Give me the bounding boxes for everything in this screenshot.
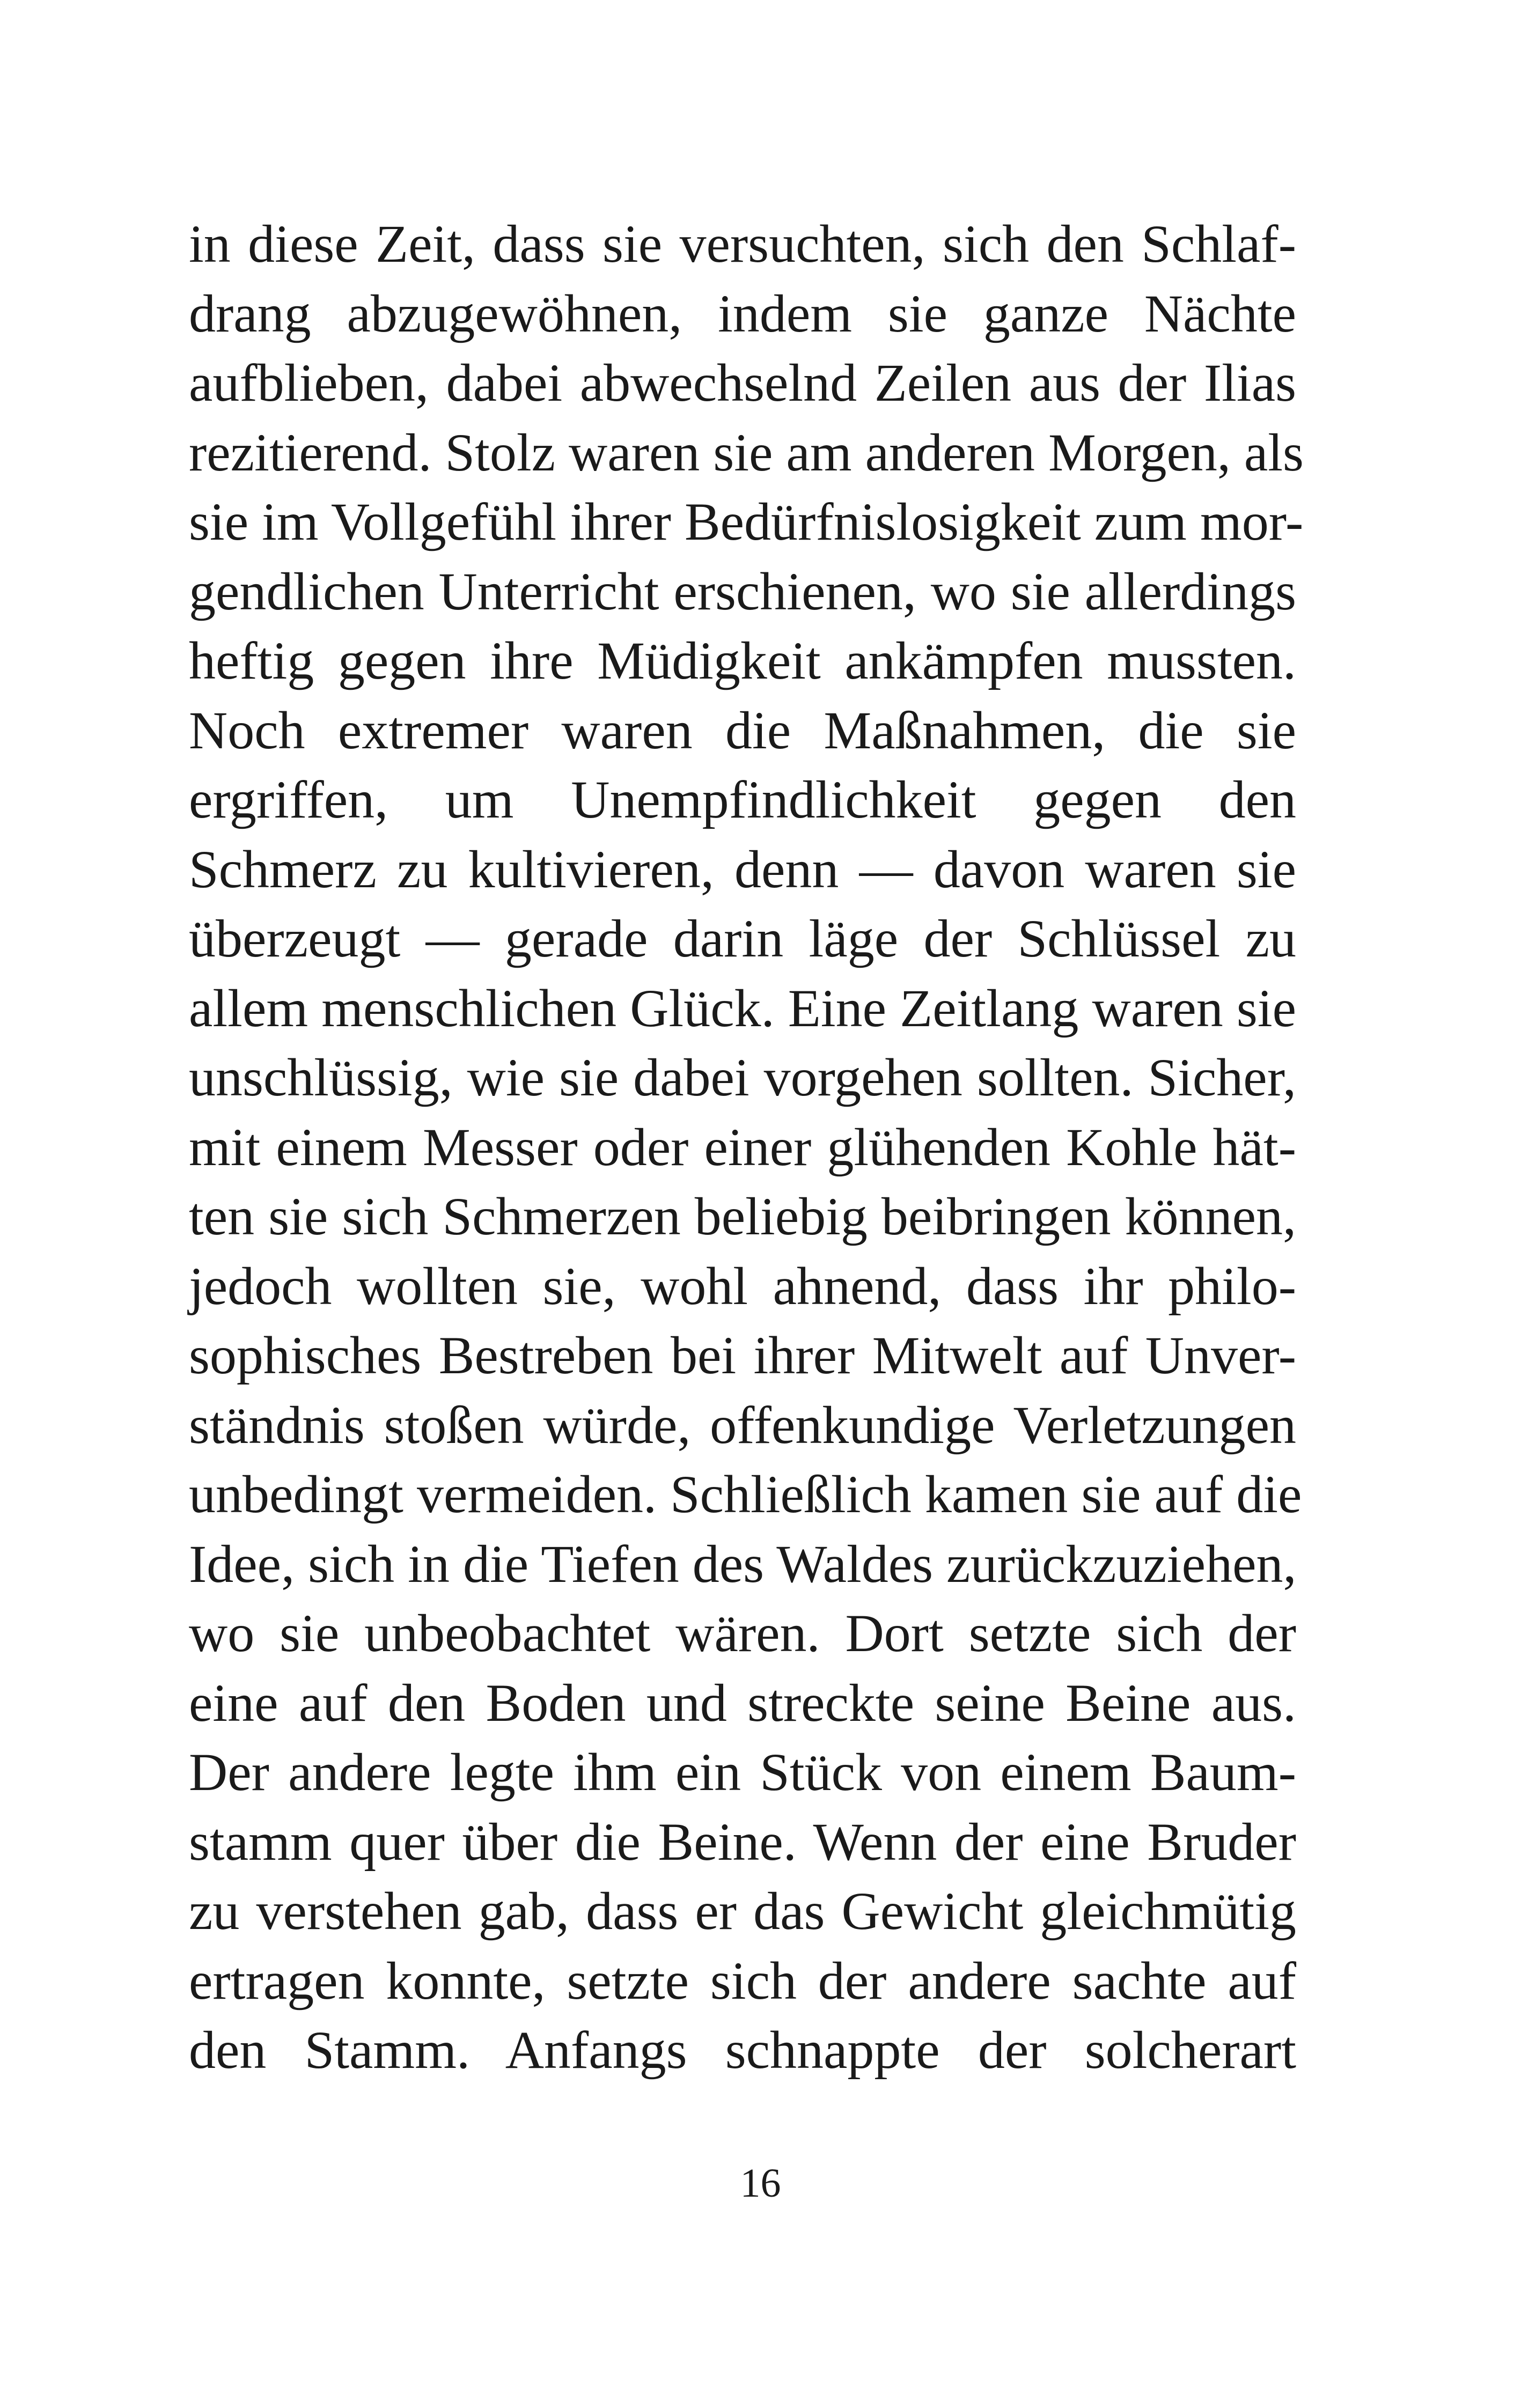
text-line: heftig gegen ihre Müdigkeit ankämpfen mussten. xyxy=(189,631,1296,690)
text-line: überzeugt — gerade darin läge der Schlüssel zu xyxy=(189,909,1296,968)
text-line: rezitierend. Stolz waren sie am anderen Morgen, als xyxy=(189,422,1304,482)
page-number: 16 xyxy=(740,2161,781,2206)
text-line: ständnis stoßen würde, offenkundige Verletzungen xyxy=(189,1395,1296,1455)
text-line: wo sie unbeobachtet wären. Dort setzte sich der xyxy=(189,1603,1296,1663)
text-line: den Stamm. Anfangs schnappte der solcherart xyxy=(189,2020,1296,2080)
text-line: allem menschlichen Glück. Eine Zeitlang waren sie xyxy=(189,978,1296,1038)
text-line: stamm quer über die Beine. Wenn der eine Bruder xyxy=(189,1811,1296,1872)
text-line: ten sie sich Schmerzen beliebig beibringen können, xyxy=(189,1187,1296,1246)
text-line: Der andere legte ihm ein Stück von einem Baum- xyxy=(189,1742,1296,1802)
text-line: gendlichen Unterricht erschienen, wo sie allerdings xyxy=(189,561,1296,621)
text-line: eine auf den Boden und streckte seine Beine aus. xyxy=(189,1673,1296,1733)
text-line: zu verstehen gab, dass er das Gewicht gleichmütig xyxy=(189,1881,1296,1941)
text-line: unbedingt vermeiden. Schließlich kamen sie auf die xyxy=(189,1464,1302,1524)
text-line: jedoch wollten sie, wohl ahnend, dass ihr philo- xyxy=(189,1256,1296,1316)
text-line: mit einem Messer oder einer glühenden Kohle hät- xyxy=(189,1117,1296,1177)
text-line: sie im Vollgefühl ihrer Bedürfnislosigkeit zum mor- xyxy=(189,492,1304,551)
text-line: ergriffen, um Unempfindlichkeit gegen den xyxy=(189,770,1296,829)
text-line: ertragen konnte, setzte sich der andere sachte auf xyxy=(189,1950,1296,2011)
text-line: unschlüssig, wie sie dabei vorgehen sollten. Sicher, xyxy=(189,1048,1296,1107)
text-line: drang abzugewöhnen, indem sie ganze Nächte xyxy=(189,283,1296,343)
text-line: sophisches Bestreben bei ihrer Mitwelt auf Unver- xyxy=(189,1325,1296,1385)
text-line: Noch extremer waren die Maßnahmen, die sie xyxy=(189,700,1296,760)
body-text xyxy=(189,209,1304,2085)
text-line: Schmerz zu kultivieren, denn — davon waren sie xyxy=(189,839,1296,899)
text-line: aufblieben, dabei abwechselnd Zeilen aus der Ilias xyxy=(189,353,1296,413)
text-line: Idee, sich in die Tiefen des Waldes zurückzuziehen, xyxy=(189,1534,1297,1594)
text-line: in diese Zeit, dass sie versuchten, sich den Schlaf- xyxy=(189,214,1296,274)
